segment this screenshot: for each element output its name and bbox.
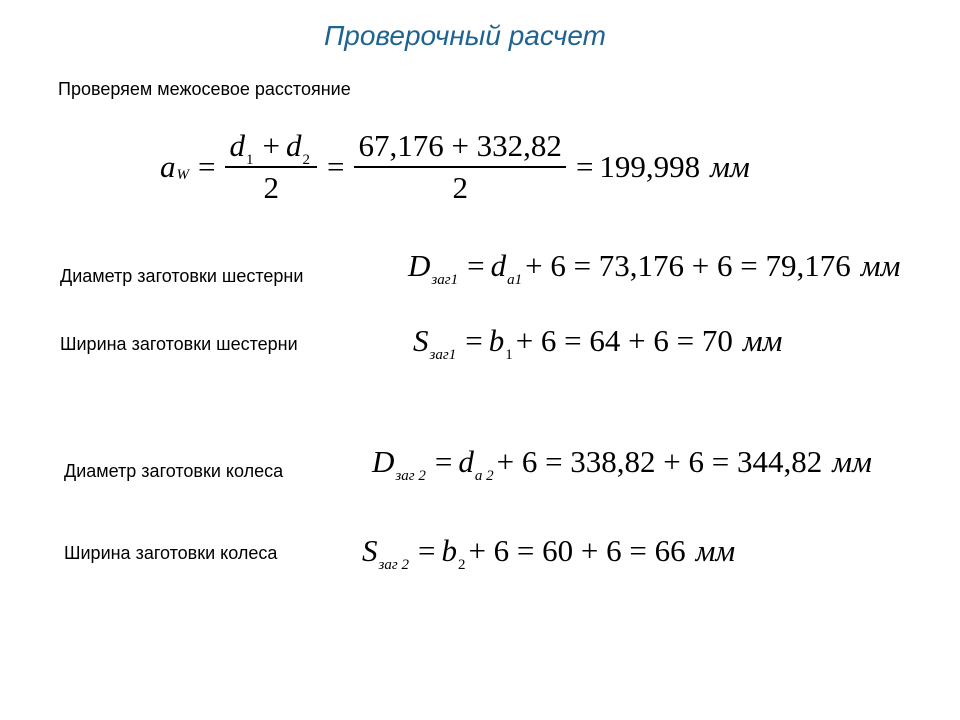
formula-symbol: S <box>413 323 429 358</box>
formula-expression: + 6 = 338,82 + 6 = 344,82 <box>496 444 823 479</box>
label-pinion-blank-diameter: Диаметр заготовки шестерни <box>60 266 304 286</box>
page-title: Проверочный расчет <box>323 20 607 51</box>
label-pinion-blank-width: Ширина заготовки шестерни <box>60 334 298 354</box>
formula-symbol: D <box>372 444 395 479</box>
units: мм <box>710 149 750 184</box>
equals-sign: = <box>467 248 485 283</box>
equals-sign: = <box>417 533 436 568</box>
equals-sign: = <box>575 149 594 184</box>
fraction-d1-d2 <box>225 128 316 206</box>
label-wheel-blank-diameter: Диаметр заготовки колеса <box>64 461 284 481</box>
center-distance-formula <box>160 128 750 206</box>
units: мм <box>695 533 736 568</box>
formula-variable: b <box>488 323 505 358</box>
formula-variable: d <box>458 444 474 479</box>
label-wheel-blank-width: Ширина заготовки колеса <box>64 543 278 563</box>
intro-text: Проверяем межосевое расстояние <box>58 79 351 99</box>
variable-subscript: a1 <box>507 272 523 288</box>
units: мм <box>860 248 901 283</box>
numerator-values: 67,176 + 332,82 <box>354 128 565 168</box>
d1-symbol: d <box>229 128 245 163</box>
denominator: 2 <box>452 170 468 205</box>
fraction-values <box>354 128 565 206</box>
wheel-blank-diameter-formula <box>372 444 872 484</box>
variable-subscript: a 2 <box>474 468 494 484</box>
formula-expression: + 6 = 60 + 6 = 66 <box>468 533 686 568</box>
equals-sign: = <box>198 149 216 184</box>
d1-subscript: 1 <box>245 152 254 168</box>
units: мм <box>742 323 783 358</box>
plus-sign: + <box>262 128 280 163</box>
formula-subscript: заг1 <box>429 347 457 363</box>
aw-symbol: a <box>160 149 176 184</box>
formula-subscript: заг1 <box>431 272 459 288</box>
result-value: 199,998 <box>599 149 701 184</box>
pinion-blank-width-formula <box>413 323 783 363</box>
variable-subscript: 2 <box>457 557 466 573</box>
d2-subscript: 2 <box>302 152 310 168</box>
denominator: 2 <box>263 170 279 205</box>
pinion-blank-diameter-formula <box>408 248 901 288</box>
formula-subscript: заг 2 <box>378 557 409 573</box>
equals-sign: = <box>465 323 483 358</box>
formula-variable: d <box>490 248 507 283</box>
units: мм <box>832 444 872 479</box>
variable-subscript: 1 <box>505 347 513 363</box>
d2-symbol: d <box>285 128 302 163</box>
aw-subscript: W <box>176 166 189 183</box>
wheel-blank-width-formula <box>362 533 736 573</box>
formula-subscript: заг 2 <box>395 468 426 484</box>
formula-expression: + 6 = 64 + 6 = 70 <box>515 323 733 358</box>
formula-symbol: S <box>362 533 378 568</box>
formula-variable: b <box>441 533 457 568</box>
equals-sign: = <box>326 149 345 184</box>
equals-sign: = <box>434 444 453 479</box>
formula-symbol: D <box>408 248 431 283</box>
formula-expression: + 6 = 73,176 + 6 = 79,176 <box>525 248 851 283</box>
